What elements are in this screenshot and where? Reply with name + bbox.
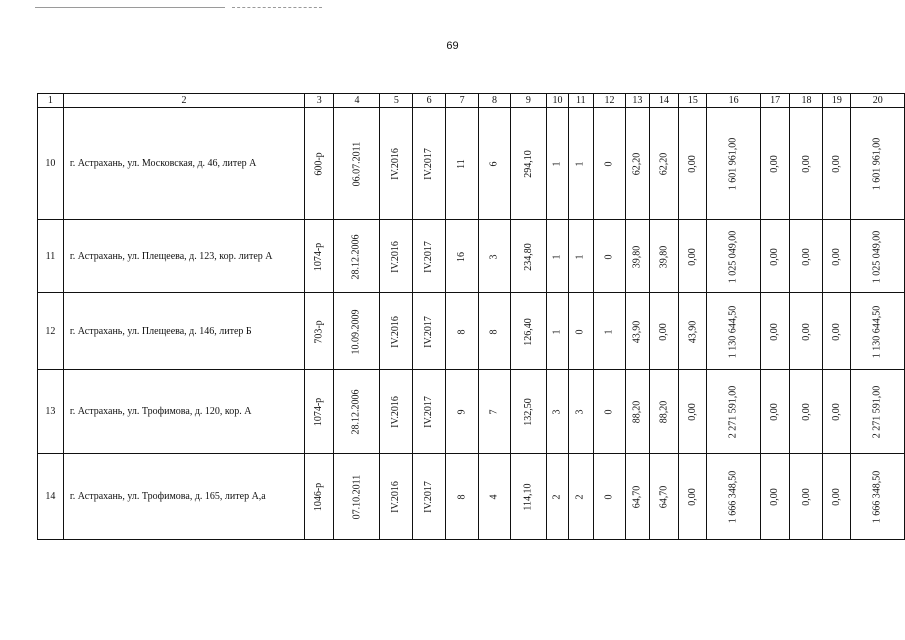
cell-text: 06.07.2011 [350,141,362,187]
table-cell [649,370,679,454]
column-header: 10 [547,94,569,108]
row-number: 12 [38,293,64,370]
table-cell [679,220,707,293]
table-cell [679,108,707,220]
table-cell [380,108,413,220]
column-header: 12 [593,94,625,108]
cell-text: IV.2016 [390,396,402,428]
table-cell [626,454,650,540]
table-cell [445,370,478,454]
cell-text: 2 271 591,00 [727,385,739,439]
column-header: 14 [649,94,679,108]
table-cell [305,220,334,293]
table-cell [479,293,511,370]
cell-text: 9 [456,409,468,415]
column-header: 20 [851,94,905,108]
column-header: 4 [334,94,380,108]
table-cell [305,454,334,540]
header-row [38,94,905,108]
table-cell [568,454,593,540]
scan-artifact-line [232,7,322,8]
table-cell [823,108,851,220]
row-number: 13 [38,370,64,454]
cell-text: 3 [488,254,500,259]
row-number: 14 [38,454,64,540]
cell-text: 1 025 049,00 [727,230,739,283]
address-cell: г. Астрахань, ул. Плещеева, д. 123, кор. литер А [63,220,304,293]
column-header: 7 [445,94,478,108]
cell-text: 0,00 [657,322,669,341]
cell-text: 7 [488,409,500,415]
cell-text: 0,00 [769,155,781,173]
cell-text: 0 [603,161,615,167]
cell-text: 88,20 [631,400,643,424]
cell-text: 10.09.2009 [350,309,362,354]
table-cell [649,293,679,370]
cell-text: 28.12.2006 [350,234,362,279]
scan-artifact-line [35,7,225,8]
cell-text: 0,00 [686,247,698,266]
table-row [38,220,905,293]
table-cell [760,454,790,540]
table-cell [593,108,625,220]
cell-text: IV.2017 [423,148,435,180]
table-cell [707,454,761,540]
cell-text: IV.2017 [423,315,435,348]
row-number: 11 [38,220,64,293]
cell-text: 1 [603,329,615,334]
table-cell [380,370,413,454]
cell-text: 07.10.2011 [350,474,362,520]
table-cell [510,370,546,454]
table-cell [445,220,478,293]
table-row [38,454,905,540]
cell-text: 3 [574,409,586,415]
table-cell [568,370,593,454]
column-header: 8 [479,94,511,108]
address-cell: г. Астрахань, ул. Трофимова, д. 165, литер А,а [63,454,304,540]
table-cell [334,454,380,540]
column-header: 11 [568,94,593,108]
table-cell [707,370,761,454]
cell-text: 64,70 [631,485,643,509]
column-header: 17 [760,94,790,108]
table-cell [823,454,851,540]
column-header: 2 [63,94,304,108]
table-cell [510,220,546,293]
table-cell [790,220,823,293]
table-cell [547,293,569,370]
table-cell [445,108,478,220]
cell-text: 62,20 [657,152,669,176]
cell-text: 1 666 348,50 [727,470,739,524]
table-cell [790,370,823,454]
cell-text: 11 [456,159,468,169]
table-cell [823,293,851,370]
cell-text: 0,00 [769,322,781,341]
table-cell [851,220,905,293]
table-cell [626,293,650,370]
cell-text: 1 601 961,00 [727,137,739,191]
table-cell [479,108,511,220]
cell-text: 0,00 [686,488,698,506]
table-cell [593,454,625,540]
table-cell [334,370,380,454]
table-cell [593,220,625,293]
column-header: 3 [305,94,334,108]
cell-text: 28.12.2006 [350,389,362,435]
cell-text: IV.2017 [423,240,435,273]
table-cell [790,454,823,540]
column-header: 9 [510,94,546,108]
table-cell [626,370,650,454]
column-header: 6 [413,94,446,108]
table-cell [305,108,334,220]
row-number: 10 [38,108,64,220]
table-cell [547,370,569,454]
table-cell [707,293,761,370]
cell-text: 3 [551,409,563,415]
table-cell [823,370,851,454]
table-cell [568,293,593,370]
table-cell [413,370,446,454]
cell-text: 1 [574,254,586,259]
cell-text: IV.2016 [390,315,402,348]
cell-text: 1 [574,161,586,167]
table-cell [851,293,905,370]
cell-text: IV.2016 [390,148,402,180]
cell-text: 0,00 [830,247,842,266]
table-cell [334,108,380,220]
cell-text: 0 [603,409,615,415]
cell-text: 0,00 [800,247,812,266]
cell-text: 0,00 [769,488,781,506]
table-row [38,293,905,370]
table-cell [445,293,478,370]
table-cell [334,220,380,293]
cell-text: 126,40 [522,317,534,346]
cell-text: 0 [603,494,615,500]
cell-text: 0,00 [800,322,812,341]
table-cell [305,293,334,370]
column-header: 16 [707,94,761,108]
table-cell [479,454,511,540]
table-cell [851,370,905,454]
table-cell [851,108,905,220]
cell-text: 0,00 [800,488,812,506]
cell-text: 2 [551,494,563,500]
cell-text: 234,80 [522,242,534,271]
page-number: 69 [446,40,459,52]
cell-text: 1 [551,161,563,167]
cell-text: 39,80 [657,245,669,268]
table-row [38,370,905,454]
table-cell [413,108,446,220]
table-cell [510,454,546,540]
cell-text: 6 [488,161,500,167]
cell-text: 0,00 [830,488,842,506]
column-header: 1 [38,94,64,108]
cell-text: 0,00 [830,322,842,341]
cell-text: 0,00 [800,155,812,173]
cell-text: 1 130 644,50 [727,305,739,358]
cell-text: 0,00 [686,155,698,173]
cell-text: 2 [574,494,586,500]
cell-text: 62,20 [631,152,643,176]
column-header: 18 [790,94,823,108]
table-cell [649,454,679,540]
table-cell [413,293,446,370]
address-cell: г. Астрахань, ул. Московская, д. 46, литер А [63,108,304,220]
cell-text: 8 [456,329,468,334]
cell-text: 1074-р [313,242,325,271]
table-cell [593,370,625,454]
column-header: 19 [823,94,851,108]
table-cell [626,220,650,293]
table-cell [593,293,625,370]
table-cell [851,454,905,540]
cell-text: 1 130 644,50 [871,305,883,358]
column-header: 13 [626,94,650,108]
cell-text: 4 [488,494,500,500]
table-cell [707,108,761,220]
table-cell [760,220,790,293]
data-table [37,93,905,540]
table-cell [679,454,707,540]
cell-text: 2 271 591,00 [871,385,883,439]
table-cell [305,370,334,454]
table-cell [760,370,790,454]
cell-text: 294,10 [522,150,534,178]
cell-text: 43,90 [686,320,698,343]
cell-text: 0,00 [769,403,781,421]
table-cell [760,293,790,370]
table-cell [510,293,546,370]
cell-text: 8 [456,494,468,500]
table-cell [707,220,761,293]
cell-text: 8 [488,329,500,334]
cell-text: 0,00 [800,403,812,421]
cell-text: 0 [574,329,586,334]
table-cell [568,220,593,293]
cell-text: 1 [551,254,563,259]
cell-text: 1046-р [313,482,325,512]
table-cell [334,293,380,370]
table-cell [626,108,650,220]
cell-text: 114,10 [522,483,534,511]
address-cell: г. Астрахань, ул. Трофимова, д. 120, кор. А [63,370,304,454]
table-cell [413,454,446,540]
cell-text: 703-р [313,319,325,344]
cell-text: 0 [603,254,615,259]
cell-text: 0,00 [830,403,842,421]
table-cell [413,220,446,293]
table-cell [679,293,707,370]
table-cell [380,293,413,370]
table-cell [479,370,511,454]
table-cell [790,293,823,370]
table-cell [649,108,679,220]
cell-text: 1 666 348,50 [871,470,883,524]
table-cell [547,108,569,220]
cell-text: 600-р [313,152,325,176]
table-cell [649,220,679,293]
column-header: 15 [679,94,707,108]
cell-text: IV.2016 [390,481,402,513]
cell-text: 43,90 [631,320,643,343]
table-cell [479,220,511,293]
cell-text: 16 [456,251,468,262]
table-cell [679,370,707,454]
address-cell: г. Астрахань, ул. Плещеева, д. 146, литер Б [63,293,304,370]
cell-text: IV.2017 [423,396,435,428]
table-cell [823,220,851,293]
column-header: 5 [380,94,413,108]
table-cell [547,220,569,293]
cell-text: 132,50 [522,398,534,426]
cell-text: 1 601 961,00 [871,137,883,191]
table-cell [790,108,823,220]
cell-text: 1 [551,329,563,334]
cell-text: IV.2017 [423,481,435,513]
table-cell [380,220,413,293]
cell-text: 1074-р [313,397,325,427]
cell-text: 0,00 [686,403,698,421]
table-cell [445,454,478,540]
cell-text: 88,20 [657,400,669,424]
table-cell [568,108,593,220]
cell-text: 1 025 049,00 [871,230,883,283]
cell-text: 0,00 [830,155,842,173]
table-row [38,108,905,220]
cell-text: 0,00 [769,247,781,266]
table-cell [510,108,546,220]
cell-text: IV.2016 [390,240,402,273]
table-cell [380,454,413,540]
table-cell [760,108,790,220]
table-cell [547,454,569,540]
cell-text: 39,80 [631,245,643,268]
cell-text: 64,70 [657,485,669,509]
